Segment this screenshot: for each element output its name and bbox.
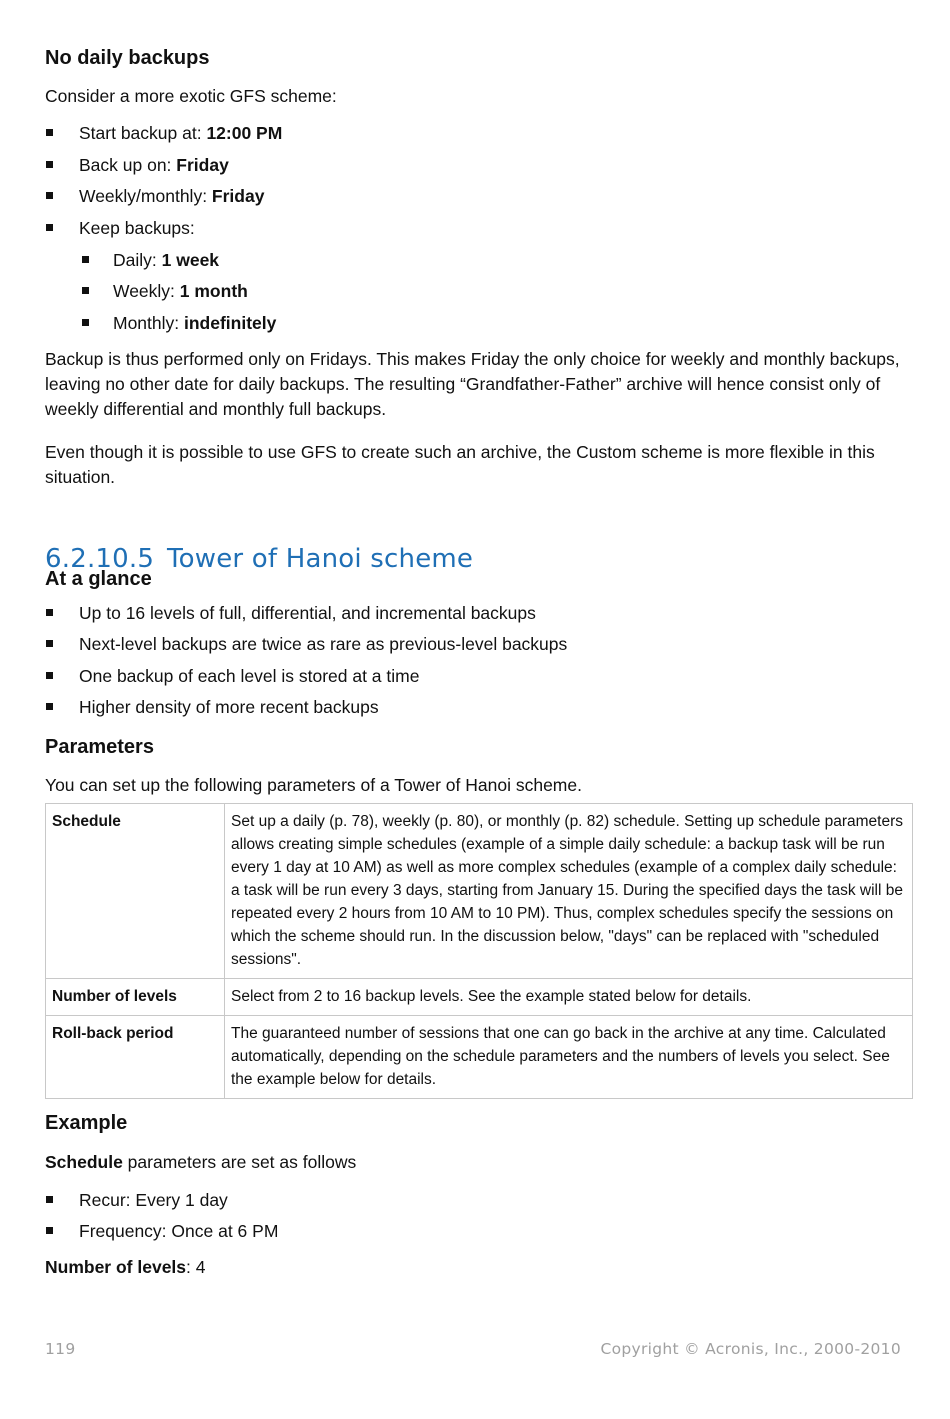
bullet-square-icon xyxy=(46,129,53,136)
bullet-square-icon xyxy=(46,1227,53,1234)
param-name: Roll-back period xyxy=(46,1016,225,1099)
heading-no-daily-backups: No daily backups xyxy=(45,47,210,69)
table-row xyxy=(46,1016,913,1099)
paragraph-fridays: Backup is thus performed only on Fridays. This makes Friday the only choice for weekly and monthly backups, leaving no other date for daily backups. The resulting “Grandfather-Father” archive will hence consist only of weekly differential and monthly full backups. xyxy=(45,349,900,419)
heading-parameters: Parameters xyxy=(45,736,154,758)
section-number: 6.2.10.5 xyxy=(45,543,155,574)
page-number: 119 xyxy=(45,1340,76,1358)
example-schedule-line: Schedule parameters are set as follows xyxy=(45,1152,357,1172)
bullet-square-icon xyxy=(46,672,53,679)
bullet-square-icon xyxy=(46,703,53,710)
bullet-square-icon xyxy=(46,161,53,168)
parameters-intro: You can set up the following parameters of a Tower of Hanoi scheme. xyxy=(45,775,582,795)
param-description: The guaranteed number of sessions that one can go back in the archive at any time. Calculated automatically, depending on the schedule parameters and the numbers of levels you select. See the example below for details. xyxy=(225,1016,913,1099)
bullet-square-icon xyxy=(82,256,89,263)
param-description: Set up a daily (p. 78), weekly (p. 80), or monthly (p. 82) schedule. Setting up schedule parameters allows creating simple schedules (example of a simple daily schedule: a backup task will be run every 1 day at 10 AM) as well as more complex schedules (example of a complex daily schedule: a task will be run every 3 days, starting from January 15. During the specified days the task will be repeated every 2 hours from 10 AM to 10 PM). Thus, complex schedules specify the sessions on which the scheme should run. In the discussion below, "days" can be replaced with "scheduled sessions". xyxy=(225,804,913,979)
param-description: Select from 2 to 16 backup levels. See the example stated below for details. xyxy=(225,979,913,1016)
number-of-levels-line: Number of levels: 4 xyxy=(45,1257,206,1277)
bullet-square-icon xyxy=(46,1196,53,1203)
param-name: Number of levels xyxy=(46,979,225,1016)
table-row xyxy=(46,979,913,1016)
table-row xyxy=(46,804,913,979)
section-title: Tower of Hanoi scheme xyxy=(167,543,474,574)
bullet-square-icon xyxy=(46,192,53,199)
bullet-square-icon xyxy=(46,609,53,616)
paragraph-custom-scheme: Even though it is possible to use GFS to create such an archive, the Custom scheme is more flexible in this situation. xyxy=(45,442,875,487)
bullet-square-icon xyxy=(46,224,53,231)
bullet-square-icon xyxy=(82,319,89,326)
copyright-notice: Copyright © Acronis, Inc., 2000-2010 xyxy=(600,1340,901,1358)
bullet-square-icon xyxy=(46,640,53,647)
heading-at-a-glance: At a glance xyxy=(45,568,152,590)
gfs-intro: Consider a more exotic GFS scheme: xyxy=(45,86,337,106)
heading-example: Example xyxy=(45,1112,128,1134)
param-name: Schedule xyxy=(46,804,225,979)
parameters-table xyxy=(45,803,913,1099)
bullet-square-icon xyxy=(82,287,89,294)
